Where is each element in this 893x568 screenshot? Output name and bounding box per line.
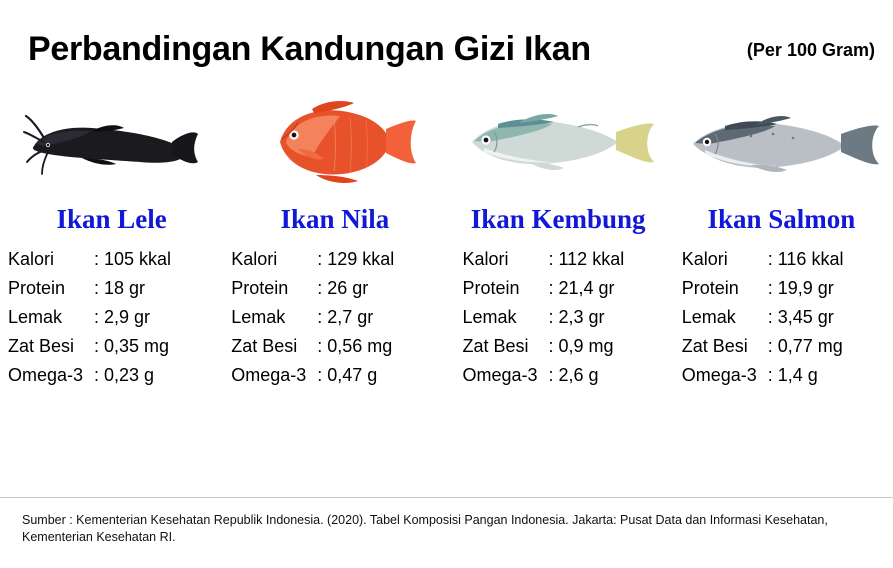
- nutrition-separator: :: [767, 249, 773, 269]
- nutrition-separator: :: [548, 307, 554, 327]
- nutrition-list-kembung: [447, 249, 670, 394]
- fish-name-salmon: Ikan Salmon: [707, 204, 856, 234]
- nutrition-row-zat-besi: [463, 336, 670, 357]
- nutrition-label-zat-besi: Zat Besi: [681, 336, 748, 356]
- nutrition-separator: :: [94, 336, 100, 356]
- nutrition-separator: :: [767, 278, 773, 298]
- nutrition-value-lemak: 2,3 gr: [558, 307, 605, 327]
- nutrition-value-omega3: 0,23 g: [104, 365, 155, 385]
- catfish-image: [22, 102, 202, 182]
- header: [0, 30, 893, 80]
- nutrition-separator: :: [767, 365, 773, 385]
- nutrition-value-omega3: 1,4 g: [777, 365, 818, 385]
- nutrition-separator: :: [317, 365, 323, 385]
- fish-name-nila: Ikan Nila: [280, 204, 390, 234]
- nutrition-row-zat-besi: [682, 336, 893, 357]
- nutrition-label-omega3: Omega-3: [462, 365, 538, 385]
- source-note: Sumber : Kementerian Kesehatan Republik Indonesia. (2020). Tabel Komposisi Pangan Indonesia. Jakarta: Pusat Data dan Informasi Kesehatan, Kementerian Kesehatan RI.: [22, 513, 828, 544]
- nutrition-separator: :: [317, 278, 323, 298]
- catfish-icon: [0, 92, 223, 192]
- nutrition-label-protein: Protein: [231, 278, 289, 298]
- nutrition-row-lemak: [8, 307, 223, 328]
- nutrition-row-kalori: [231, 249, 446, 270]
- nutrition-label-kalori: Kalori: [231, 249, 278, 269]
- nutrition-label-lemak: Lemak: [462, 307, 517, 327]
- nutrition-label-kalori: Kalori: [8, 249, 55, 269]
- fish-name-lele: Ikan Lele: [56, 204, 167, 234]
- nutrition-label-protein: Protein: [8, 278, 66, 298]
- nutrition-value-protein: 19,9 gr: [777, 278, 834, 298]
- nutrition-separator: :: [94, 307, 100, 327]
- nutrition-value-zat-besi: 0,77 mg: [777, 336, 843, 356]
- nutrition-separator: :: [548, 365, 554, 385]
- nutrition-label-lemak: Lemak: [8, 307, 63, 327]
- nutrition-value-kalori: 105 kkal: [104, 249, 172, 269]
- nutrition-value-lemak: 2,7 gr: [327, 307, 374, 327]
- nutrition-value-lemak: 2,9 gr: [104, 307, 151, 327]
- per-gram-note: (Per 100 Gram): [746, 40, 875, 60]
- salmon-image: [681, 102, 881, 182]
- nutrition-row-kalori: [463, 249, 670, 270]
- nutrition-list-nila: [223, 249, 446, 394]
- nutrition-label-zat-besi: Zat Besi: [8, 336, 75, 356]
- nutrition-row-zat-besi: [231, 336, 446, 357]
- nutrition-separator: :: [317, 336, 323, 356]
- nutrition-value-zat-besi: 0,35 mg: [104, 336, 170, 356]
- nutrition-value-omega3: 2,6 g: [558, 365, 599, 385]
- mackerel-image: [458, 102, 658, 182]
- nutrition-value-protein: 26 gr: [327, 278, 369, 298]
- footer-divider: [0, 497, 893, 498]
- nutrition-row-omega3: [682, 365, 893, 386]
- nutrition-label-zat-besi: Zat Besi: [462, 336, 529, 356]
- nutrition-value-kalori: 129 kkal: [327, 249, 395, 269]
- fish-columns: [0, 92, 893, 452]
- nutrition-row-lemak: [231, 307, 446, 328]
- nutrition-value-protein: 21,4 gr: [558, 278, 615, 298]
- nutrition-value-omega3: 0,47 g: [327, 365, 378, 385]
- tilapia-image: [250, 97, 420, 187]
- nutrition-row-lemak: [682, 307, 893, 328]
- nutrition-value-zat-besi: 0,9 mg: [558, 336, 614, 356]
- page-title: Perbandingan Kandungan Gizi Ikan: [28, 30, 591, 68]
- mackerel-icon: [447, 92, 670, 192]
- nutrition-value-lemak: 3,45 gr: [777, 307, 834, 327]
- nutrition-label-omega3: Omega-3: [231, 365, 307, 385]
- nutrition-separator: :: [767, 336, 773, 356]
- tilapia-icon: [223, 92, 446, 192]
- nutrition-label-omega3: Omega-3: [681, 365, 757, 385]
- nutrition-row-protein: [231, 278, 446, 299]
- nutrition-separator: :: [548, 278, 554, 298]
- nutrition-label-lemak: Lemak: [231, 307, 286, 327]
- nutrition-row-omega3: [231, 365, 446, 386]
- nutrition-value-kalori: 116 kkal: [777, 249, 844, 269]
- nutrition-row-omega3: [463, 365, 670, 386]
- nutrition-separator: :: [317, 307, 323, 327]
- fish-column-salmon: [670, 92, 893, 452]
- nutrition-label-kalori: Kalori: [681, 249, 728, 269]
- fish-column-kembung: [447, 92, 670, 452]
- nutrition-row-protein: [8, 278, 223, 299]
- nutrition-separator: :: [94, 278, 100, 298]
- nutrition-row-omega3: [8, 365, 223, 386]
- nutrition-separator: :: [317, 249, 323, 269]
- nutrition-list-salmon: [670, 249, 893, 394]
- nutrition-row-protein: [682, 278, 893, 299]
- nutrition-label-kalori: Kalori: [462, 249, 509, 269]
- nutrition-label-lemak: Lemak: [681, 307, 736, 327]
- nutrition-row-kalori: [8, 249, 223, 270]
- nutrition-row-protein: [463, 278, 670, 299]
- nutrition-separator: :: [94, 249, 100, 269]
- nutrition-value-zat-besi: 0,56 mg: [327, 336, 393, 356]
- salmon-icon: [670, 92, 893, 192]
- nutrition-row-zat-besi: [8, 336, 223, 357]
- nutrition-separator: :: [94, 365, 100, 385]
- nutrition-value-kalori: 112 kkal: [558, 249, 625, 269]
- nutrition-label-omega3: Omega-3: [8, 365, 84, 385]
- nutrition-separator: :: [548, 336, 554, 356]
- nutrition-value-protein: 18 gr: [104, 278, 146, 298]
- fish-column-nila: [223, 92, 446, 452]
- nutrition-list-lele: [0, 249, 223, 394]
- nutrition-label-zat-besi: Zat Besi: [231, 336, 298, 356]
- nutrition-label-protein: Protein: [462, 278, 520, 298]
- nutrition-label-protein: Protein: [681, 278, 739, 298]
- fish-column-lele: [0, 92, 223, 452]
- fish-name-kembung: Ikan Kembung: [470, 204, 646, 234]
- nutrition-row-lemak: [463, 307, 670, 328]
- nutrition-row-kalori: [682, 249, 893, 270]
- nutrition-separator: :: [767, 307, 773, 327]
- nutrition-separator: :: [548, 249, 554, 269]
